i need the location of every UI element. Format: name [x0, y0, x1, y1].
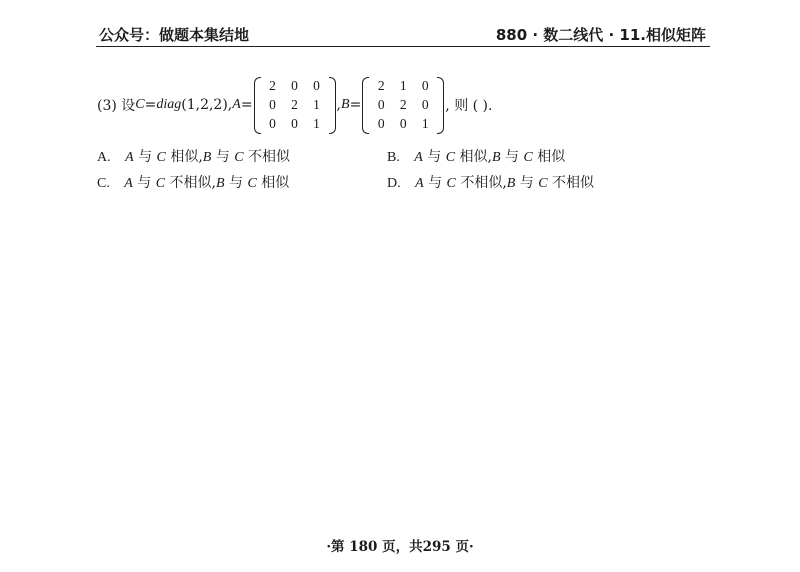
page-header	[96, 22, 710, 47]
option-text: 相似,	[165, 149, 203, 165]
separator: ,	[336, 97, 341, 113]
option-var: B	[202, 150, 212, 165]
option-var: C	[446, 176, 456, 191]
option-var: A	[124, 176, 133, 191]
diag-args: (1,2,2),	[181, 97, 233, 113]
matrix-a-cell: 2	[269, 78, 276, 93]
option-text: 与	[423, 175, 447, 191]
question-prefix: (3) 设	[97, 98, 136, 114]
matrix-a-cell: 0	[269, 97, 276, 112]
matrix-a-cell: 1	[313, 97, 320, 112]
diag-func: diag	[156, 97, 182, 112]
option-a[interactable]	[97, 146, 290, 166]
option-text: 不相似,	[455, 175, 507, 191]
option-var: C	[156, 150, 166, 165]
option-text: 与	[224, 175, 248, 191]
option-text: 与	[132, 175, 156, 191]
option-var: B	[216, 176, 225, 191]
matrix-b	[362, 77, 444, 134]
option-var: C	[445, 150, 456, 165]
option-d[interactable]	[387, 172, 594, 192]
option-var: B	[506, 176, 516, 191]
option-text: 与	[515, 175, 539, 191]
option-text: 与	[422, 149, 446, 165]
header-chapter: 880 · 数二线代 · 11.相似矩阵	[495, 26, 706, 44]
option-text: 与	[500, 149, 524, 165]
matrix-b-cell: 0	[377, 116, 385, 131]
option-text: 与	[211, 149, 235, 165]
option-var: A	[125, 150, 134, 165]
var-a: A	[232, 97, 241, 112]
option-var: C	[523, 150, 533, 165]
option-letter: B.	[387, 150, 400, 165]
page-number: ·第 180 页，共295 页·	[326, 539, 474, 555]
header-source: 公众号：做题本集结地	[99, 26, 250, 44]
matrix-a-cell: 1	[313, 116, 320, 131]
option-var: A	[415, 176, 424, 191]
right-paren	[329, 77, 336, 134]
option-var: B	[492, 150, 501, 165]
equals: =	[349, 97, 362, 113]
right-paren	[437, 77, 444, 134]
option-text: 不相似,	[165, 175, 217, 191]
option-letter: A.	[97, 150, 111, 165]
option-letter: C.	[97, 176, 110, 191]
matrix-a-cell: 0	[291, 116, 298, 131]
option-text: 相似	[256, 175, 290, 191]
option-text: 相似	[532, 149, 566, 165]
option-var: C	[247, 176, 257, 191]
question-suffix: , 则 ( ).	[445, 98, 493, 114]
matrix-b-cell: 0	[377, 97, 385, 112]
matrix-b-cell: 2	[377, 78, 385, 93]
matrix-b-cell: 1	[399, 78, 407, 93]
matrix-a-cell: 0	[313, 78, 320, 93]
option-text: 不相似	[547, 175, 595, 191]
var-b: B	[341, 97, 350, 112]
option-b[interactable]	[387, 146, 565, 166]
option-text: 相似,	[455, 149, 493, 165]
option-var: C	[538, 176, 548, 191]
left-paren	[362, 77, 369, 134]
equals: =	[240, 97, 253, 113]
option-letter: D.	[387, 176, 401, 191]
matrix-b-cell: 2	[399, 97, 407, 112]
option-c[interactable]	[97, 172, 289, 192]
option-var: C	[155, 176, 166, 191]
option-var: A	[414, 150, 423, 165]
option-text: 与	[133, 149, 157, 165]
matrix-a	[254, 77, 336, 134]
left-paren	[254, 77, 261, 134]
matrix-b-cell: 1	[421, 116, 429, 131]
var-c: C	[135, 97, 145, 112]
matrix-b-cell: 0	[421, 97, 429, 112]
matrix-a-cell: 0	[269, 116, 276, 131]
matrix-a-cell: 2	[291, 97, 298, 112]
option-var: C	[234, 150, 244, 165]
matrix-a-cell: 0	[291, 78, 298, 93]
option-text: 不相似	[243, 149, 291, 165]
question-stem	[97, 76, 657, 134]
matrix-b-cell: 0	[421, 78, 429, 93]
equals: =	[144, 97, 157, 113]
matrix-b-cell: 0	[399, 116, 407, 131]
